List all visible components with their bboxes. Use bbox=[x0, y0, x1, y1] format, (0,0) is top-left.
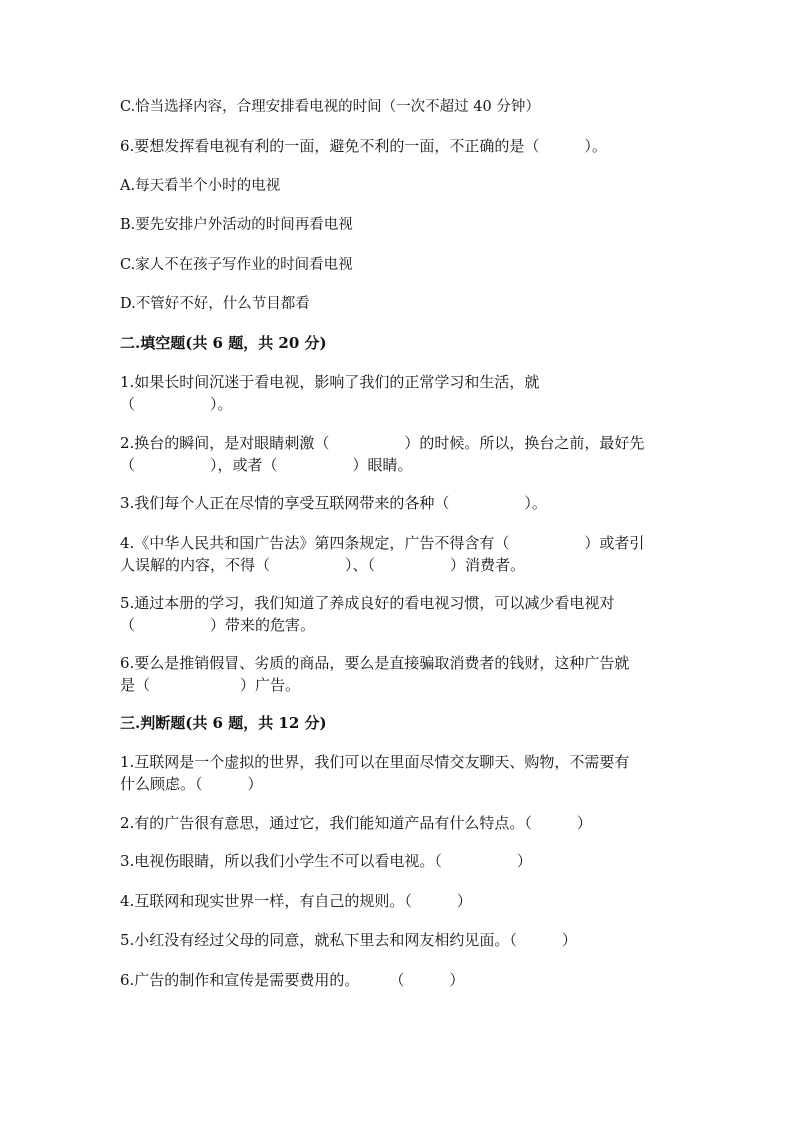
section-three-heading: 三.判断题(共 6 题，共 12 分) bbox=[120, 714, 327, 732]
judge-question-1-line-2: 什么顾虑。（ ） bbox=[120, 775, 263, 793]
fill-question-6-line-2: 是（ ）广告。 bbox=[120, 676, 301, 694]
q6-option-c: C.家人不在孩子写作业的时间看电视 bbox=[120, 257, 353, 273]
fill-question-6-line-1: 6.要么是推销假冒、劣质的商品，要么是直接骗取消费者的钱财，这种广告就 bbox=[120, 654, 630, 672]
fill-question-5-line-1: 5.通过本册的学习，我们知道了养成良好的看电视习惯，可以减少看电视对 bbox=[120, 594, 615, 612]
fill-question-4-line-1: 4.《中华人民共和国广告法》第四条规定，广告不得含有（ ）或者引 bbox=[120, 534, 645, 552]
judge-question-6: 6.广告的制作和宣传是需要费用的。 （ ） bbox=[120, 971, 465, 989]
fill-question-1-line-1: 1.如果长时间沉迷于看电视，影响了我们的正常学习和生活，就 bbox=[120, 373, 540, 391]
section-two-heading: 二.填空题(共 6 题，共 20 分) bbox=[120, 334, 327, 352]
judge-question-5: 5.小红没有经过父母的同意，就私下里去和网友相约见面。（ ） bbox=[120, 931, 577, 949]
fill-question-2-line-2: （ ），或者（ ）眼睛。 bbox=[120, 456, 413, 474]
q6-option-b: B.要先安排户外活动的时间再看电视 bbox=[120, 217, 353, 233]
judge-question-4: 4.互联网和现实世界一样，有自己的规则。（ ） bbox=[120, 892, 472, 910]
judge-question-1-line-1: 1.互联网是一个虚拟的世界，我们可以在里面尽情交友聊天、购物，不需要有 bbox=[120, 753, 630, 771]
fill-question-3: 3.我们每个人正在尽情的享受互联网带来的各种（ ）。 bbox=[120, 494, 547, 512]
prev-question-option-c: C.恰当选择内容，合理安排看电视的时间（一次不超过 40 分钟） bbox=[120, 99, 540, 115]
judge-question-2: 2.有的广告很有意思，通过它，我们能知道产品有什么特点。（ ） bbox=[120, 814, 592, 832]
fill-question-5-line-2: （ ）带来的危害。 bbox=[120, 616, 316, 634]
q6-option-a: A.每天看半个小时的电视 bbox=[120, 178, 281, 194]
q6-option-d: D.不管好不好，什么节目都看 bbox=[120, 296, 310, 312]
fill-question-4-line-2: 人误解的内容，不得（ ）、（ ）消费者。 bbox=[120, 556, 526, 574]
choice-question-6: 6.要想发挥看电视有利的一面，避免不利的一面，不正确的是（ ）。 bbox=[120, 137, 607, 155]
fill-question-2-line-1: 2.换台的瞬间，是对眼睛刺激（ ）的时候。所以，换台之前，最好先 bbox=[120, 434, 645, 452]
fill-question-1-line-2: （ ）。 bbox=[120, 395, 233, 413]
judge-question-3: 3.电视伤眼睛，所以我们小学生不可以看电视。（ ） bbox=[120, 852, 532, 870]
